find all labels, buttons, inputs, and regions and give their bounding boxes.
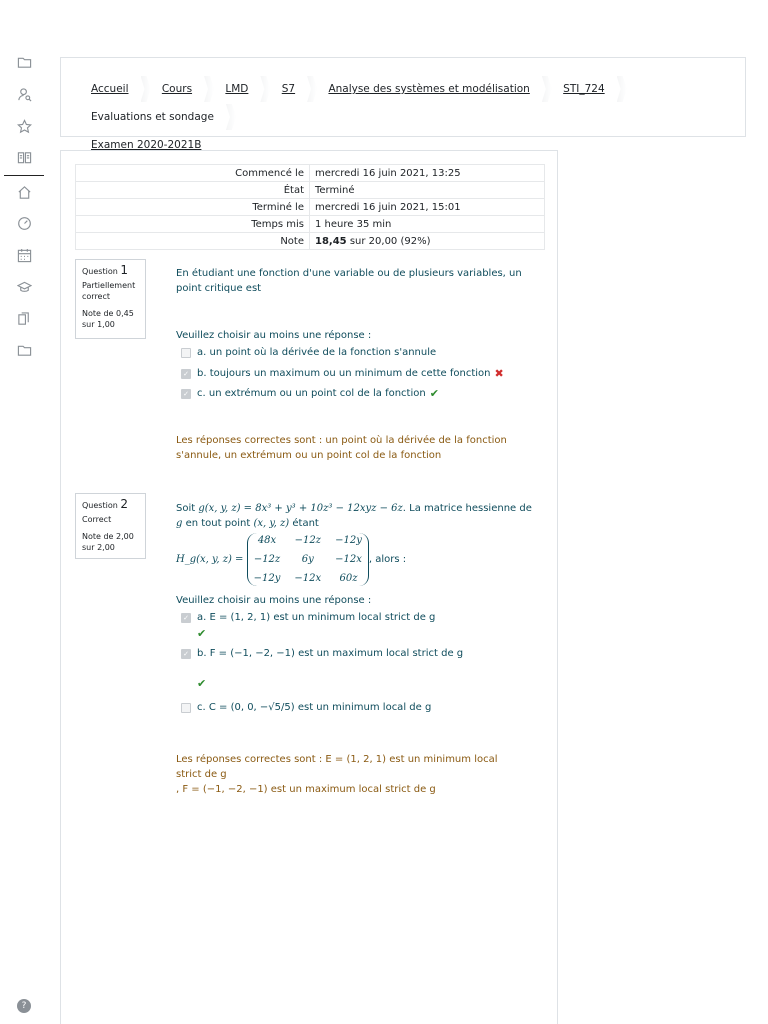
answer-option-a[interactable]: a. un point où la dérivée de la fonction s'annule — [181, 347, 436, 358]
question-number: Question 2 — [82, 497, 128, 511]
hessian-matrix-block: H_g(x, y, z) = 48x −12z −12y −12z 6y −12x −12y −12x 60z , alors : — [176, 535, 407, 584]
quiz-review-region — [60, 150, 558, 1024]
question-2-info — [75, 493, 146, 559]
correct-icon: ✔ — [197, 677, 207, 690]
folder-icon[interactable] — [14, 340, 34, 360]
help-icon[interactable]: ? — [17, 999, 31, 1013]
table-row: Temps mis 1 heure 35 min — [76, 216, 545, 233]
breadcrumb-item[interactable]: Examen 2020-2021B — [91, 139, 202, 151]
book-icon[interactable] — [14, 147, 34, 167]
sidebar-divider — [4, 175, 44, 176]
correct-icon: ✔ — [429, 387, 439, 400]
dashboard-icon[interactable] — [14, 213, 34, 233]
question-2-text: Soit g(x, y, z) = 8x³ + y³ + 10z³ − 12xyz − 6z. La matrice hessienne de g en tout point (x, y, z) étant — [176, 503, 532, 529]
question-status: Partiellement correct — [82, 281, 136, 301]
question-1-text: En étudiant une fonction d'une variable ou de plusieurs variables, un point critique est — [176, 268, 522, 294]
calendar-icon[interactable] — [14, 245, 34, 265]
question-1-feedback: Les réponses correctes sont : un point où la dérivée de la fonction s'annule, un extrémum ou un point col de la fonction — [176, 435, 507, 461]
question-grade: Note de 0,45 sur 1,00 — [82, 309, 134, 329]
checkbox[interactable] — [181, 703, 191, 713]
answer-option-a[interactable]: ✓ a. E = (1, 2, 1) est un minimum local strict de g — [181, 612, 435, 623]
question-2-prompt: Veuillez choisir au moins une réponse : — [176, 595, 372, 606]
answer-option-c[interactable]: ✓ c. un extrémum ou un point col de la fonction ✔ — [181, 387, 439, 400]
breadcrumb-item[interactable]: Accueil — [91, 83, 129, 95]
folder-icon[interactable] — [14, 52, 34, 72]
breadcrumb-item: Evaluations et sondage — [91, 111, 214, 123]
question-1-prompt: Veuillez choisir au moins une réponse : — [176, 330, 372, 341]
note-rest: sur 20,00 (92%) — [349, 235, 431, 247]
user-search-icon[interactable] — [14, 84, 34, 104]
correct-icon: ✔ — [197, 627, 207, 640]
checkbox-checked[interactable]: ✓ — [181, 369, 191, 379]
table-row: Commencé le mercredi 16 juin 2021, 13:25 — [76, 165, 545, 182]
breadcrumb-item[interactable]: Cours — [161, 83, 193, 95]
question-1-info — [75, 259, 146, 339]
question-status: Correct — [82, 515, 112, 524]
graduation-cap-icon[interactable] — [14, 277, 34, 297]
checkbox[interactable] — [181, 348, 191, 358]
files-icon[interactable] — [14, 308, 34, 328]
answer-option-b[interactable]: ✓ b. toujours un maximum ou un minimum de cette fonction ✖ — [181, 367, 504, 380]
breadcrumb-item[interactable]: Analyse des systèmes et modélisation — [328, 83, 530, 95]
left-sidebar — [0, 0, 48, 1024]
attempt-summary-table — [75, 164, 545, 250]
breadcrumb-item[interactable]: S7 — [281, 83, 296, 95]
question-grade: Note de 2,00 sur 2,00 — [82, 532, 134, 552]
checkbox-checked[interactable]: ✓ — [181, 613, 191, 623]
question-number: Question 1 — [82, 263, 128, 277]
hessian-matrix: 48x −12z −12y −12z 6y −12x −12y −12x 60z — [247, 533, 369, 586]
table-row: Terminé le mercredi 16 juin 2021, 15:01 — [76, 199, 545, 216]
answer-option-b[interactable]: ✓ b. F = (−1, −2, −1) est un maximum local strict de g — [181, 648, 463, 659]
breadcrumb — [60, 57, 746, 151]
breadcrumb-item[interactable]: STI_724 — [563, 83, 605, 95]
incorrect-icon: ✖ — [494, 367, 504, 380]
question-2-feedback: Les réponses correctes sont : E = (1, 2, 1) est un minimum local strict de g , F = (−1, −2, −1) est un maximum local strict de g — [176, 754, 498, 795]
breadcrumb-item[interactable]: LMD — [225, 83, 249, 95]
home-icon[interactable] — [14, 182, 34, 202]
checkbox-checked[interactable]: ✓ — [181, 649, 191, 659]
checkbox-checked[interactable]: ✓ — [181, 389, 191, 399]
note-value: 18,45 — [315, 235, 347, 247]
table-row: Note 18,45 sur 20,00 (92%) — [76, 233, 545, 250]
answer-option-c[interactable]: c. C = (0, 0, −√5/5) est un minimum local de g — [181, 702, 431, 713]
table-row: État Terminé — [76, 182, 545, 199]
star-icon[interactable] — [14, 116, 34, 136]
